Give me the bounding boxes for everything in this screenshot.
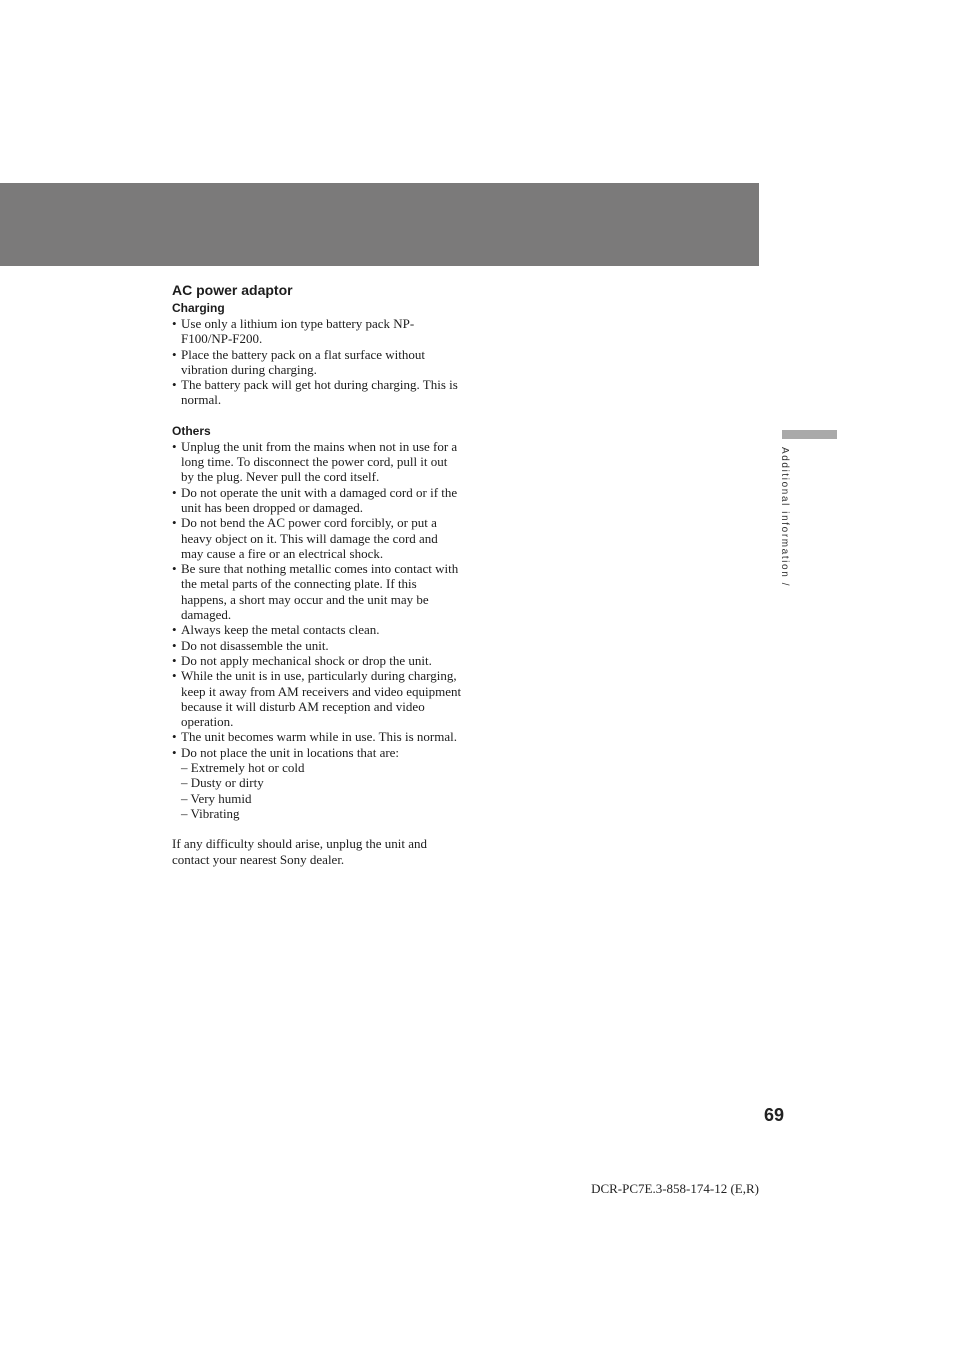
side-tab-marker [782,430,837,439]
sublist-item: – Dusty or dirty [181,775,264,791]
list-item: • Be sure that nothing metallic comes into contact with the metal parts of the connecting plate. If this happens, a short may occur and the unit may be damaged. [172,561,462,622]
section-title: AC power adaptor [172,282,293,298]
list-item: • Always keep the metal contacts clean. [172,622,462,637]
charging-heading: Charging [172,301,225,315]
document-code: DCR-PC7E.3-858-174-12 (E,R) [591,1181,759,1196]
others-list [172,439,462,821]
list-item: • Unplug the unit from the mains when not in use for a long time. To disconnect the power cord, pull it out by the plug. Never pull the cord itself. [172,439,462,485]
page-number: 69 [764,1105,785,1125]
sublist-item: – Vibrating [181,805,240,821]
header-band [0,183,759,266]
sublist-item: – Extremely hot or cold [181,760,305,776]
list-item: • The unit becomes warm while in use. This is normal. [172,729,462,744]
list-item: • Do not disassemble the unit. [172,638,462,653]
list-item: • Do not apply mechanical shock or drop the unit. [172,653,462,668]
list-item-locations [172,745,462,821]
locations-intro: Do not place the unit in locations that are: [181,744,400,760]
list-item: • While the unit is in use, particularly during charging, keep it away from AM receivers and video equipment because it will disturb AM reception and video operation. [172,668,462,729]
list-item: • Use only a lithium ion type battery pack NP-F100/NP-F200. [172,316,462,347]
list-item: • Place the battery pack on a flat surface without vibration during charging. [172,347,462,378]
locations-sublist [181,760,462,821]
side-section-label: Additional information / [779,447,790,588]
list-item: • The battery pack will get hot during charging. This is normal. [172,377,462,408]
list-item: • Do not operate the unit with a damaged cord or if the unit has been dropped or damaged. [172,485,462,516]
sublist-item: – Very humid [181,790,252,806]
list-item: • Do not bend the AC power cord forcibly, or put a heavy object on it. This will damage the cord and may cause a fire or an electrical shock. [172,515,462,561]
closing-paragraph: If any difficulty should arise, unplug the unit and contact your nearest Sony dealer. [172,836,428,867]
main-content [172,280,462,880]
charging-list [172,316,462,408]
others-heading: Others [172,423,211,438]
